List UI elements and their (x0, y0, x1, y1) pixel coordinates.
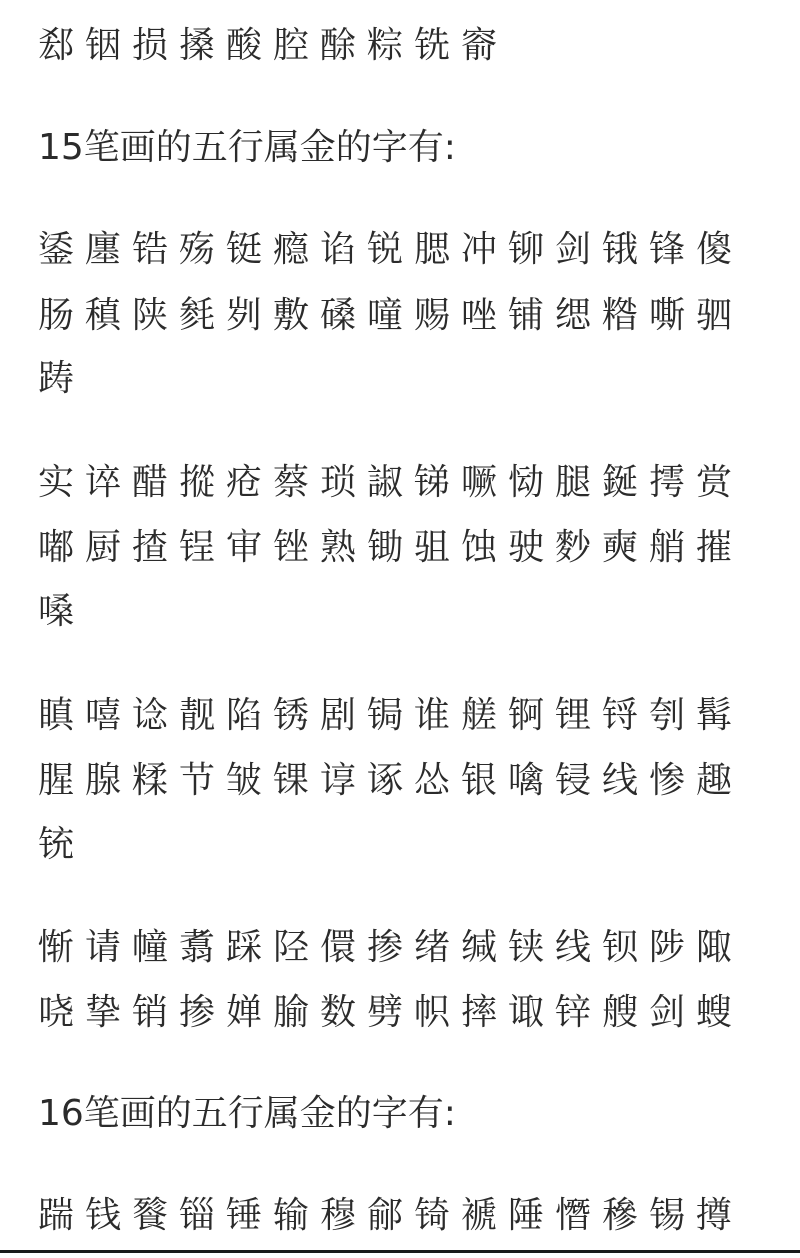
heading-15-strokes: 15笔画的五行属金的字有: (38, 127, 456, 168)
char-line-p3-3: 铳 (38, 824, 86, 865)
char-line-p2-2: 嘟厨揸锃审锉熟锄驵蚀驶麨奭艄摧 (38, 527, 744, 568)
char-line-p1-2: 肠稹陕毵刿敷磉噇赐唑铺缌糌嘶驷 (38, 295, 744, 336)
char-line-p3-2: 腥腺糅节皱锞谆诼怂银噙锓线惨趣 (38, 760, 744, 801)
char-line-p4-2: 哓挚销掺婵腧数劈帜摔诹锌艘剑螋 (38, 992, 744, 1033)
char-line-p2-1: 实谇醋摐疮蔡琐諔锑噘恸腿鋋摴赏 (38, 462, 744, 503)
bottom-divider (0, 1250, 800, 1253)
char-line-p1-3: 踌 (38, 358, 86, 399)
char-line-p1-1: 鋈廛锆殇铤瘾谄锐腮冲铆剑锇锋傻 (38, 229, 744, 270)
char-line-p4-1: 惭请幢翥踩陉儇掺绪缄铗线钡陟陬 (38, 927, 744, 968)
char-line-p2-3: 嗓 (38, 591, 86, 632)
char-line-top: 郄铟损搡酸腔酴粽铣窬 (38, 25, 509, 66)
char-line-p3-1: 瞋嘻谂靓陷锈剧锔谁艖锕锂锊刳髯 (38, 695, 744, 736)
char-line-p5-1: 踹钱餮锱锤输穆鄃锜褫陲憯穇锡撙 (38, 1195, 744, 1236)
heading-16-strokes: 16笔画的五行属金的字有: (38, 1093, 456, 1134)
